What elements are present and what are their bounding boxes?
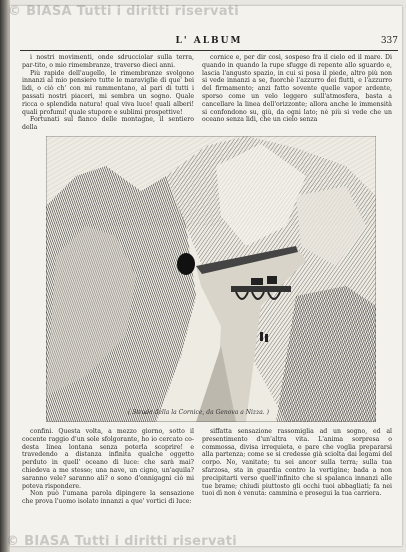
paragraph: Più rapide dell'augello, le rimembranze svolgono innanzi al mio pensiero tutte le maraviglie di que' bei lidi, o ciò ch' con mi rammentano, al pari di tutti i passati nostri piaceri, mi sembra un sogno. Quale ricca o splendida natura! qual viva luce! quali alberi! quali profumi! quale stupore e sublimi prospettive! bbox=[22, 69, 194, 116]
text-column-bottom-left bbox=[22, 428, 194, 526]
paragraph: Non può l'umana parola dipingere la sensazione che prova l'uomo isolato innanzi a que' vortici di luce: bbox=[22, 490, 194, 506]
mountain-road-engraving bbox=[46, 136, 376, 422]
paragraph: confini. Questa volta, a mezzo giorno, sotto il cocente raggio d'un sole sfolgorante, ho io cercato co-desta linea lontana senza poterla scoprire! e travedendo a distanza infinita qualche oggetto perduto in quell' oceano di luce: che sarà mai? chiedeva a me stesso; una nave, un cigno, un'aquila? saranno vele? saranno ali? o sono d'onnigagni ciò mi poteva rispondere. bbox=[22, 428, 194, 490]
text-column-top-right bbox=[202, 54, 392, 132]
paragraph: Fortunati sul fianco delle montagne, il sentiero della bbox=[22, 116, 194, 132]
engraving-illustration bbox=[46, 136, 376, 422]
watermark-top: © BIASA Tutti i diritti riservati bbox=[8, 4, 240, 19]
periodical-title: L' ALBUM bbox=[175, 36, 243, 46]
text-column-bottom-right bbox=[202, 428, 392, 526]
page-number: 337 bbox=[380, 36, 398, 46]
header-rule bbox=[20, 50, 398, 51]
paragraph: siffatta sensazione rassomiglia ad un sogno, ed al presentimento d'un'altra vita. L'anima sorpresa o commossa, divisa irrequieta, e pare che voglia prepararsi alla partenza; come se si credesse già sciolta dai legami del corpo. No, vanitate; tu sei ancor sulla terra; sulla tua sfarzosa, sta in guardia contro la vertigine; bada a non precipitarti verso quell'infinito che si spalanca innanzi alle tue brame; chiudi piuttosto gli occhi tuoi abbagliati; fa nei tuoi dì non è venuta: cammina e prosegui la tua carriera. bbox=[202, 428, 392, 498]
paragraph: cornice e, per dir così, sospeso fra il cielo ed il mare. Di quando in quando la rupe sfugge di repente allo sguardo e, lascia l'angusto spazio, in cui si posa il piede, altro più non si vede innanzi a se, fuorchè l'azzurro dei flutti, e l'azzurro del firmamento; anzi fatto sovente quelle vapor ardente, sporso come un velo leggero sull'atmosfera, basta a cancellare la linea dell'orizzonte; allora anche le immensità si confondono su, giù, da ogni lato; nè più si vede che un oceano senza lidi, che un cielo senza bbox=[202, 54, 392, 124]
text-column-top-left bbox=[22, 54, 194, 132]
paragraph: i nostri movimenti, onde sdrucciolar sulla terra, par-tito, o mio rimembranze, traverso dieci anni. bbox=[22, 54, 194, 69]
figure-caption: ( Strada della la Cornice, da Genova a Nizza. ) bbox=[128, 409, 269, 416]
running-header bbox=[20, 36, 398, 50]
book-binding bbox=[0, 0, 10, 552]
watermark-bottom: © BIASA Tutti i diritti riservati bbox=[6, 534, 238, 549]
